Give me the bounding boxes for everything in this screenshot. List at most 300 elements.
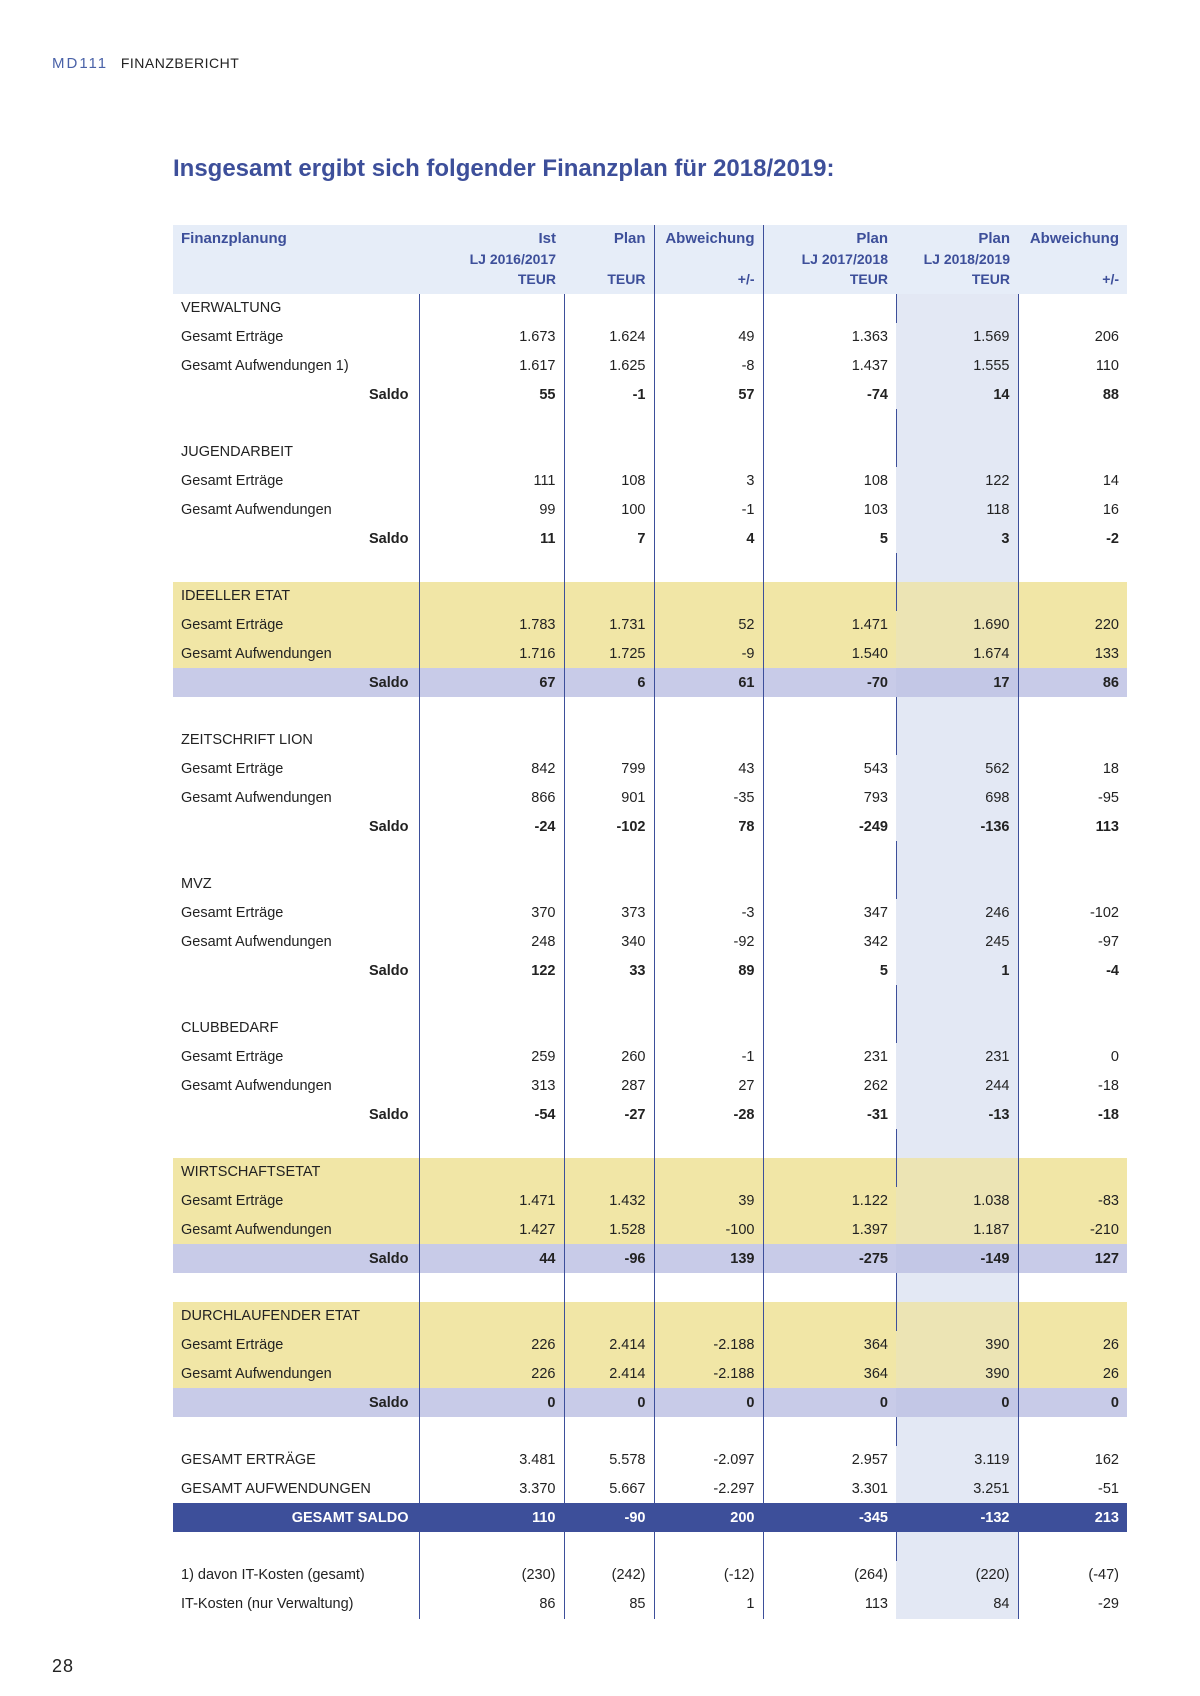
- table-row: [173, 611, 1127, 640]
- empty-cell: [564, 1014, 654, 1043]
- empty-cell: [654, 985, 763, 1014]
- saldo-row: [173, 956, 1127, 985]
- saldo-row: [173, 380, 1127, 409]
- empty-cell: [654, 1129, 763, 1158]
- section-header-row: [173, 582, 1127, 611]
- empty-cell: [173, 1532, 419, 1561]
- empty-cell: [564, 1158, 654, 1187]
- value-cell: 1.540: [763, 640, 896, 669]
- empty-cell: [763, 870, 896, 899]
- empty-cell: [763, 553, 896, 582]
- empty-cell: [654, 1302, 763, 1331]
- value-cell: 231: [763, 1043, 896, 1072]
- value-cell: 85: [564, 1590, 654, 1619]
- empty-cell: [896, 1129, 1018, 1158]
- value-cell: 3.119: [896, 1446, 1018, 1475]
- value-cell: -18: [1018, 1072, 1127, 1101]
- column-header: Abweichung: [1018, 225, 1127, 251]
- section-header-row: [173, 726, 1127, 755]
- value-cell: 1.038: [896, 1187, 1018, 1216]
- column-header: +/-: [1018, 271, 1127, 294]
- empty-cell: [763, 697, 896, 726]
- total-row: [173, 1446, 1127, 1475]
- value-cell: 1.397: [763, 1216, 896, 1245]
- value-cell: -28: [654, 1100, 763, 1129]
- empty-cell: [419, 409, 564, 438]
- saldo-row: [173, 1100, 1127, 1129]
- column-header: +/-: [654, 271, 763, 294]
- empty-cell: [896, 294, 1018, 323]
- empty-cell: [1018, 294, 1127, 323]
- column-header: TEUR: [763, 271, 896, 294]
- table-header-row: [173, 251, 1127, 271]
- value-cell: -2.297: [654, 1475, 763, 1504]
- page-title: Insgesamt ergibt sich folgender Finanzplan für 2018/2019:: [173, 155, 835, 182]
- empty-cell: [896, 1273, 1018, 1302]
- empty-cell: [1018, 697, 1127, 726]
- empty-cell: [419, 1532, 564, 1561]
- empty-cell: [1018, 1273, 1127, 1302]
- value-cell: -102: [1018, 899, 1127, 928]
- section-name: DURCHLAUFENDER ETAT: [173, 1302, 419, 1331]
- section-header-row: [173, 438, 1127, 467]
- empty-cell: [1018, 582, 1127, 611]
- empty-cell: [896, 438, 1018, 467]
- section-header-row: [173, 1158, 1127, 1187]
- empty-cell: [1018, 553, 1127, 582]
- value-cell: 3.251: [896, 1475, 1018, 1504]
- empty-cell: [654, 582, 763, 611]
- value-cell: 3.481: [419, 1446, 564, 1475]
- value-cell: -18: [1018, 1100, 1127, 1129]
- section-header-row: [173, 1302, 1127, 1331]
- page-number: 28: [52, 1656, 75, 1676]
- value-cell: 11: [419, 524, 564, 553]
- value-cell: 260: [564, 1043, 654, 1072]
- value-cell: -92: [654, 928, 763, 957]
- value-cell: 1.187: [896, 1216, 1018, 1245]
- value-cell: 1.783: [419, 611, 564, 640]
- empty-cell: [763, 409, 896, 438]
- value-cell: -29: [1018, 1590, 1127, 1619]
- empty-cell: [564, 870, 654, 899]
- column-header: [564, 251, 654, 271]
- empty-cell: [654, 841, 763, 870]
- column-header: [1018, 251, 1127, 271]
- value-cell: 86: [419, 1590, 564, 1619]
- empty-cell: [1018, 438, 1127, 467]
- saldo-label: Saldo: [369, 962, 409, 979]
- empty-cell: [896, 553, 1018, 582]
- spacer-row: [173, 841, 1127, 870]
- empty-cell: [419, 985, 564, 1014]
- value-cell: -149: [896, 1244, 1018, 1273]
- value-cell: 220: [1018, 611, 1127, 640]
- row-label: Gesamt Aufwendungen: [173, 640, 419, 669]
- empty-cell: [896, 697, 1018, 726]
- section-header-row: [173, 1014, 1127, 1043]
- empty-cell: [763, 294, 896, 323]
- column-header: LJ 2018/2019: [896, 251, 1018, 271]
- value-cell: -102: [564, 812, 654, 841]
- value-cell: 162: [1018, 1446, 1127, 1475]
- value-cell: 0: [564, 1388, 654, 1417]
- value-cell: 543: [763, 755, 896, 784]
- empty-cell: [564, 1129, 654, 1158]
- empty-cell: [564, 1532, 654, 1561]
- empty-cell: [173, 841, 419, 870]
- value-cell: 3.370: [419, 1475, 564, 1504]
- value-cell: 5: [763, 956, 896, 985]
- empty-cell: [564, 1302, 654, 1331]
- value-cell: 0: [896, 1388, 1018, 1417]
- row-label: Gesamt Aufwendungen: [181, 789, 332, 806]
- row-label: Gesamt Aufwendungen: [173, 1216, 419, 1245]
- value-cell: -13: [896, 1100, 1018, 1129]
- value-cell: 108: [564, 467, 654, 496]
- row-label: Gesamt Aufwendungen 1): [181, 357, 349, 374]
- empty-cell: [1018, 726, 1127, 755]
- saldo-label: Saldo: [369, 386, 409, 403]
- value-cell: -74: [763, 380, 896, 409]
- footnote-label: IT-Kosten (nur Verwaltung): [181, 1596, 354, 1613]
- empty-cell: [896, 841, 1018, 870]
- empty-cell: [763, 1014, 896, 1043]
- value-cell: 364: [763, 1359, 896, 1388]
- empty-cell: [654, 1158, 763, 1187]
- value-cell: 49: [654, 323, 763, 352]
- column-header: TEUR: [896, 271, 1018, 294]
- empty-cell: [419, 553, 564, 582]
- value-cell: -2.097: [654, 1446, 763, 1475]
- column-header: Abweichung: [654, 225, 763, 251]
- saldo-label: Saldo: [173, 1244, 419, 1273]
- value-cell: 0: [1018, 1388, 1127, 1417]
- value-cell: 1.471: [763, 611, 896, 640]
- value-cell: 698: [896, 784, 1018, 813]
- column-header: TEUR: [419, 271, 564, 294]
- empty-cell: [419, 870, 564, 899]
- table-row: [173, 784, 1127, 813]
- value-cell: 1.555: [896, 352, 1018, 381]
- value-cell: 1.625: [564, 352, 654, 381]
- value-cell: -210: [1018, 1216, 1127, 1245]
- value-cell: 342: [763, 928, 896, 957]
- value-cell: 89: [654, 956, 763, 985]
- value-cell: 4: [654, 524, 763, 553]
- row-label: Gesamt Erträge: [173, 1331, 419, 1360]
- value-cell: 88: [1018, 380, 1127, 409]
- footnote-label: 1) davon IT-Kosten (gesamt): [181, 1567, 365, 1584]
- column-header: Plan: [896, 225, 1018, 251]
- empty-cell: [654, 1532, 763, 1561]
- empty-cell: [173, 409, 419, 438]
- empty-cell: [564, 726, 654, 755]
- spacer-row: [173, 1273, 1127, 1302]
- value-cell: 67: [419, 668, 564, 697]
- empty-cell: [763, 582, 896, 611]
- grand-total-label: GESAMT SALDO: [173, 1503, 419, 1532]
- table-row: [173, 640, 1127, 669]
- empty-cell: [763, 841, 896, 870]
- empty-cell: [654, 726, 763, 755]
- value-cell: 57: [654, 380, 763, 409]
- table-row: [173, 928, 1127, 957]
- section-name: CLUBBEDARF: [181, 1020, 279, 1037]
- value-cell: 100: [564, 496, 654, 525]
- section-name: MVZ: [181, 876, 212, 893]
- empty-cell: [1018, 985, 1127, 1014]
- value-cell: 866: [419, 784, 564, 813]
- row-label: Gesamt Erträge: [181, 1049, 284, 1066]
- running-header: [52, 55, 239, 72]
- value-cell: 111: [419, 467, 564, 496]
- value-cell: -90: [564, 1503, 654, 1532]
- value-cell: 226: [419, 1359, 564, 1388]
- empty-cell: [173, 1273, 419, 1302]
- value-cell: 3.301: [763, 1475, 896, 1504]
- empty-cell: [1018, 1532, 1127, 1561]
- value-cell: 26: [1018, 1331, 1127, 1360]
- empty-cell: [763, 438, 896, 467]
- empty-cell: [173, 1417, 419, 1446]
- table-row: [173, 755, 1127, 784]
- value-cell: 113: [1018, 812, 1127, 841]
- value-cell: 842: [419, 755, 564, 784]
- value-cell: -345: [763, 1503, 896, 1532]
- value-cell: 118: [896, 496, 1018, 525]
- value-cell: 2.957: [763, 1446, 896, 1475]
- spacer-row: [173, 985, 1127, 1014]
- value-cell: 33: [564, 956, 654, 985]
- empty-cell: [654, 870, 763, 899]
- column-header: [654, 251, 763, 271]
- empty-cell: [1018, 1014, 1127, 1043]
- table-row: [173, 1359, 1127, 1388]
- empty-cell: [896, 1417, 1018, 1446]
- table-row: [173, 1216, 1127, 1245]
- value-cell: 259: [419, 1043, 564, 1072]
- value-cell: -35: [654, 784, 763, 813]
- empty-cell: [173, 697, 419, 726]
- empty-cell: [419, 1014, 564, 1043]
- table-row: [173, 1187, 1127, 1216]
- value-cell: 245: [896, 928, 1018, 957]
- empty-cell: [173, 985, 419, 1014]
- section-name: IDEELLER ETAT: [173, 582, 419, 611]
- row-label: Gesamt Erträge: [181, 905, 284, 922]
- value-cell: 1.673: [419, 323, 564, 352]
- empty-cell: [564, 409, 654, 438]
- finance-plan-table: [173, 225, 1127, 1619]
- value-cell: -27: [564, 1100, 654, 1129]
- column-header: Plan: [564, 225, 654, 251]
- value-cell: (230): [419, 1561, 564, 1590]
- value-cell: 0: [654, 1388, 763, 1417]
- value-cell: 133: [1018, 640, 1127, 669]
- empty-cell: [896, 1014, 1018, 1043]
- value-cell: -54: [419, 1100, 564, 1129]
- value-cell: 1.617: [419, 352, 564, 381]
- document-code: MD111: [52, 55, 109, 72]
- value-cell: 1.690: [896, 611, 1018, 640]
- row-label: Gesamt Erträge: [173, 1187, 419, 1216]
- value-cell: 244: [896, 1072, 1018, 1101]
- value-cell: 200: [654, 1503, 763, 1532]
- empty-cell: [564, 294, 654, 323]
- empty-cell: [564, 985, 654, 1014]
- value-cell: (-12): [654, 1561, 763, 1590]
- value-cell: 61: [654, 668, 763, 697]
- value-cell: 1.427: [419, 1216, 564, 1245]
- empty-cell: [763, 1532, 896, 1561]
- section-header-row: [173, 294, 1127, 323]
- empty-cell: [564, 582, 654, 611]
- value-cell: 1.674: [896, 640, 1018, 669]
- value-cell: 14: [1018, 467, 1127, 496]
- total-row: [173, 1475, 1127, 1504]
- row-label: Gesamt Aufwendungen: [181, 933, 332, 950]
- value-cell: 799: [564, 755, 654, 784]
- value-cell: 16: [1018, 496, 1127, 525]
- value-cell: 55: [419, 380, 564, 409]
- empty-cell: [654, 553, 763, 582]
- empty-cell: [419, 438, 564, 467]
- empty-cell: [419, 697, 564, 726]
- value-cell: (242): [564, 1561, 654, 1590]
- value-cell: 110: [1018, 352, 1127, 381]
- saldo-row: [173, 524, 1127, 553]
- column-header: Plan: [763, 225, 896, 251]
- saldo-row: [173, 812, 1127, 841]
- value-cell: 1.437: [763, 352, 896, 381]
- value-cell: 0: [419, 1388, 564, 1417]
- value-cell: -8: [654, 352, 763, 381]
- value-cell: 1.363: [763, 323, 896, 352]
- section-header-row: [173, 870, 1127, 899]
- empty-cell: [654, 1417, 763, 1446]
- empty-cell: [419, 294, 564, 323]
- value-cell: 0: [1018, 1043, 1127, 1072]
- table-row: [173, 352, 1127, 381]
- row-label: Gesamt Erträge: [173, 611, 419, 640]
- value-cell: 5: [763, 524, 896, 553]
- empty-cell: [654, 438, 763, 467]
- value-cell: 347: [763, 899, 896, 928]
- header-label: [173, 251, 419, 271]
- table-row: [173, 1331, 1127, 1360]
- value-cell: -275: [763, 1244, 896, 1273]
- saldo-label: Saldo: [173, 668, 419, 697]
- row-label: Gesamt Aufwendungen: [181, 1077, 332, 1094]
- column-header: LJ 2017/2018: [763, 251, 896, 271]
- value-cell: 1: [896, 956, 1018, 985]
- table-row: [173, 323, 1127, 352]
- spacer-row: [173, 553, 1127, 582]
- value-cell: 127: [1018, 1244, 1127, 1273]
- table-row: [173, 1043, 1127, 1072]
- total-label: GESAMT ERTRÄGE: [181, 1452, 316, 1469]
- value-cell: 110: [419, 1503, 564, 1532]
- value-cell: 17: [896, 668, 1018, 697]
- spacer-row: [173, 697, 1127, 726]
- empty-cell: [419, 1273, 564, 1302]
- value-cell: 1.569: [896, 323, 1018, 352]
- value-cell: 287: [564, 1072, 654, 1101]
- value-cell: -83: [1018, 1187, 1127, 1216]
- empty-cell: [654, 697, 763, 726]
- value-cell: 52: [654, 611, 763, 640]
- empty-cell: [763, 1273, 896, 1302]
- empty-cell: [896, 1532, 1018, 1561]
- empty-cell: [419, 841, 564, 870]
- empty-cell: [763, 1129, 896, 1158]
- value-cell: -4: [1018, 956, 1127, 985]
- value-cell: 84: [896, 1590, 1018, 1619]
- value-cell: 1: [654, 1590, 763, 1619]
- section-name: JUGENDARBEIT: [181, 444, 293, 461]
- spacer-row: [173, 1129, 1127, 1158]
- value-cell: 370: [419, 899, 564, 928]
- empty-cell: [654, 294, 763, 323]
- value-cell: 113: [763, 1590, 896, 1619]
- value-cell: -249: [763, 812, 896, 841]
- value-cell: 2.414: [564, 1359, 654, 1388]
- empty-cell: [564, 553, 654, 582]
- value-cell: 103: [763, 496, 896, 525]
- empty-cell: [1018, 1158, 1127, 1187]
- empty-cell: [896, 985, 1018, 1014]
- table-row: [173, 496, 1127, 525]
- value-cell: -2.188: [654, 1331, 763, 1360]
- empty-cell: [419, 726, 564, 755]
- empty-cell: [763, 985, 896, 1014]
- section-name: WIRTSCHAFTSETAT: [173, 1158, 419, 1187]
- value-cell: -1: [654, 1043, 763, 1072]
- value-cell: -132: [896, 1503, 1018, 1532]
- value-cell: 78: [654, 812, 763, 841]
- value-cell: 364: [763, 1331, 896, 1360]
- empty-cell: [896, 870, 1018, 899]
- header-label: Finanzplanung: [173, 225, 419, 251]
- value-cell: -51: [1018, 1475, 1127, 1504]
- value-cell: -3: [654, 899, 763, 928]
- value-cell: 43: [654, 755, 763, 784]
- footnote-row: [173, 1590, 1127, 1619]
- value-cell: 248: [419, 928, 564, 957]
- value-cell: 27: [654, 1072, 763, 1101]
- value-cell: -31: [763, 1100, 896, 1129]
- value-cell: 2.414: [564, 1331, 654, 1360]
- value-cell: 213: [1018, 1503, 1127, 1532]
- value-cell: 6: [564, 668, 654, 697]
- value-cell: -9: [654, 640, 763, 669]
- empty-cell: [564, 1417, 654, 1446]
- value-cell: -24: [419, 812, 564, 841]
- value-cell: 1.725: [564, 640, 654, 669]
- value-cell: 1.624: [564, 323, 654, 352]
- empty-cell: [763, 1302, 896, 1331]
- spacer-row: [173, 1417, 1127, 1446]
- value-cell: 206: [1018, 323, 1127, 352]
- empty-cell: [419, 1158, 564, 1187]
- value-cell: -1: [654, 496, 763, 525]
- value-cell: 1.432: [564, 1187, 654, 1216]
- table-header-row: [173, 271, 1127, 294]
- value-cell: (220): [896, 1561, 1018, 1590]
- header-label: [173, 271, 419, 294]
- value-cell: 793: [763, 784, 896, 813]
